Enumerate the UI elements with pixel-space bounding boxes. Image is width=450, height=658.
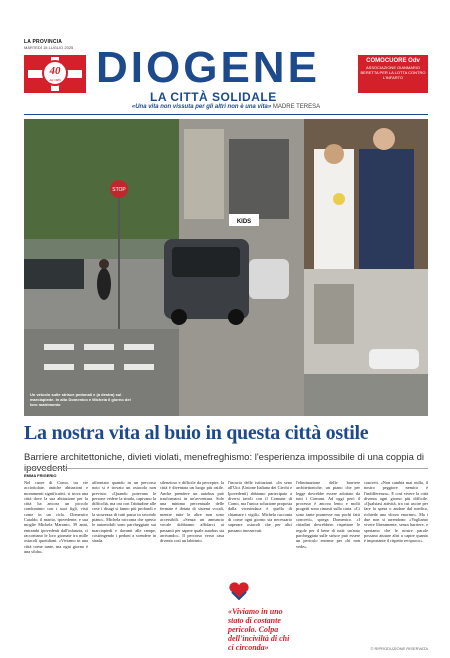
article-photo	[24, 119, 428, 416]
article-column-6: concreti. «Non cambia mai nulla, il nostro peggiore nemico è l'indifferenza». E così vivere la città diventa ogni giorno più difficile. «Qualsiasi attività, tra cui uscire per fare la spesa o andare dal medico, richiede uno sforzo enorme». Ma i due non si arrendono: «Vogliamo vivere liberamente, senza barriere, e speriamo che le nostre parole possano aiutare altri a capire quanto è importante il rispetto reciproco».	[364, 480, 428, 544]
section-title: DIOGENE	[96, 43, 320, 92]
article-headline: La nostra vita al buio in questa città ostile	[24, 422, 369, 444]
stop-sign: STOP	[112, 187, 126, 193]
article-column-4: l'incuria delle istituzioni. «In seno all'Uici (Unione Italiana dei Ciechi e Ipovedenti) abbiamo partecipato a diversi tavoli con il Comune di Como, ma l'unica soluzione proposta dalla vicesindaca è quella di chiamare i vigili». Michela racconta di come ogni giorno sia necessario superare ostacoli che per altri passano inosservati.	[228, 480, 292, 533]
byline: EMMA FRIGERIO	[24, 473, 57, 478]
copyright-note: © RIPRODUZIONE RISERVATA	[370, 646, 428, 651]
association-description: ASSOCIAZIONE GIANMARIO BERETTA PER LA LOTTA CONTRO L'INFARTO	[360, 65, 426, 80]
motto-author: MADRE TERESA	[272, 104, 321, 110]
photo-caption: Un veicolo sulle strisce pedonali e (a destra) sul marciapiede. In alto Domenico e Michela il giorno del loro matrimonio	[30, 392, 131, 407]
logo-number: 40	[49, 65, 61, 77]
association-logo	[358, 55, 428, 93]
shop-sign: KIDS	[236, 219, 252, 225]
pull-quote-text: «Viviamo in uno stato di costante pericolo. Colpa dell'inciviltà di chi ci circonda»	[228, 607, 290, 652]
article-column-3: silenzioso e difficile da percepire, la città è diventata un luogo più ostile. Anche prendere un autobus può trasformarsi in un'avventura. Solo una minima percentuale delle fermate è dotata di sistemi vocali, mentre tutte le altre non sono accessibili. «Senza un annuncio vocale dobbiamo affidarci ai passanti per sapere quale autobus sta arrivando». Il percorso verso casa diventa così un labirinto.	[160, 480, 224, 544]
header-divider	[24, 114, 428, 115]
article-column-5: l'eliminazione delle barriere architettoniche, un piano che per legge dovrebbe essere adottato da tutti i Comuni. Ad oggi però il processo è ancora lento e molti progetti sono rimasti sulla carta. «Ci sono tante promesse ma pochi fatti concreti», spiega Domenico. «I cittadini dovrebbero rispettare le regole per il bene di tutti: un'auto parcheggiata sulle strisce può essere un pericolo enorme per chi non vede».	[296, 480, 360, 549]
article-column-2: affrontato quando in un percorso noto si è trovato un ostacolo non previsto. «Quando potevano le persone vedere la strada, capivano la difficoltà, ma ora con l'abitudine alle cose i disagi si fanno più profondi e la sicurezza di tutti passa in secondo piano». Michela racconta che spesso le automobili sono parcheggiate sui marciapiedi e davanti alle rampe, costringendo i pedoni a scendere in strada.	[92, 480, 156, 544]
article-deck: Barriere architettoniche, divieti violati, menefreghismo: l'esperienza impossibile di una coppia di	[24, 452, 424, 463]
logo-sub: dal 1985	[49, 78, 61, 82]
pull-quote	[228, 582, 292, 652]
article-column-1: Nel cuore di Como, tra vie acciottolate, antiche abitazioni e monumenti significativi, si trova una città dove la sua abitazione per la città ha ancora un piccolo condominio con i suoi figli, visti come in un ciclo. Domenico Cataldo, il marito, ipovedente, e sua moglie Michela Marrano, 39 anni, entrambi ipovedenti dall'infanzia, ci raccontano le loro giornate tra mille ostacoli quotidiani. «Viviamo in una città come tante, ma ogni giorno è una sfida».	[24, 480, 88, 554]
association-name: COMOCUORE Odv	[366, 58, 420, 64]
section-subtitle: LA CITTÀ SOLIDALE	[150, 90, 277, 104]
motto	[24, 104, 428, 110]
anniversary-logo	[24, 55, 86, 93]
motto-quote: «Una vita non vissuta per gli altri non è una vita»	[131, 104, 272, 110]
deck-divider	[24, 468, 428, 469]
heart-hands-icon	[228, 582, 250, 600]
issue-date: MARTEDÌ 15 LUGLIO 2025	[24, 45, 74, 50]
newspaper-name: LA PROVINCIA	[24, 39, 63, 45]
